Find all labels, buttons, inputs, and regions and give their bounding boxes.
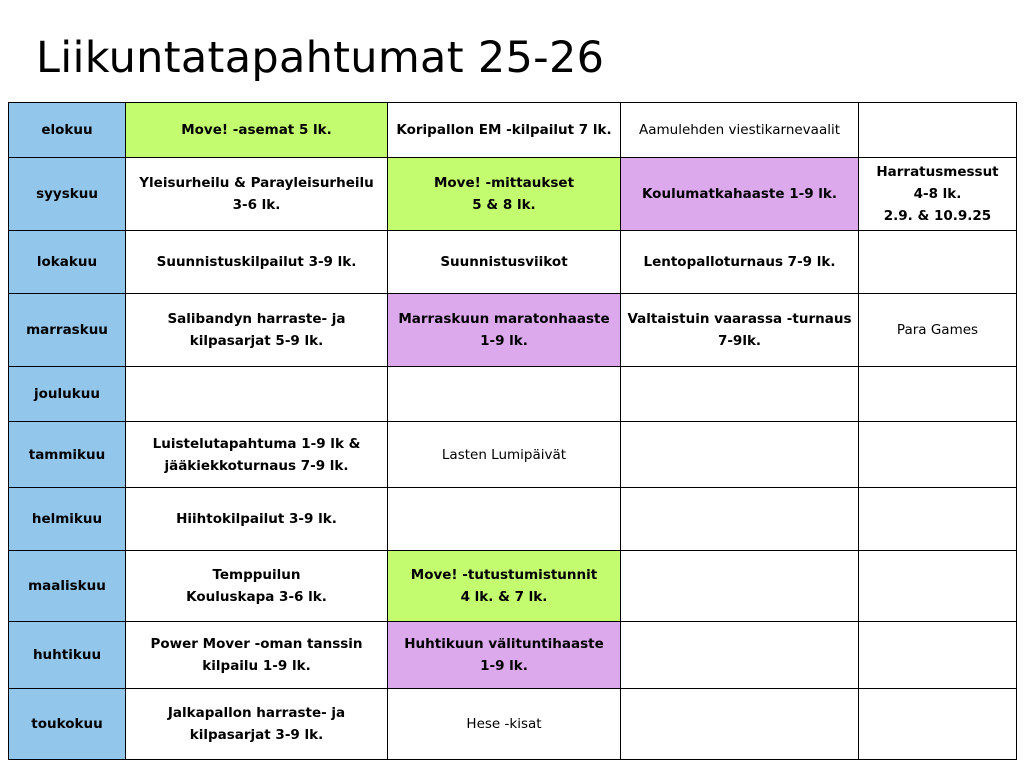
event-text: Power Mover -oman tanssin xyxy=(150,636,363,652)
empty-cell xyxy=(859,488,1017,551)
empty-cell xyxy=(621,488,859,551)
events-table-body xyxy=(9,103,1017,760)
event-text: Koripallon EM -kilpailut 7 lk. xyxy=(396,122,612,138)
empty-cell xyxy=(859,103,1017,158)
empty-cell xyxy=(859,622,1017,689)
event-cell xyxy=(621,103,859,158)
table-row xyxy=(9,294,1017,367)
event-text: Yleisurheilu & Parayleisurheilu xyxy=(139,175,374,191)
event-text: 5 & 8 lk. xyxy=(472,197,536,213)
event-cell xyxy=(388,103,621,158)
event-text: Move! -mittaukset xyxy=(433,175,575,191)
event-text: kilpasarjat 5-9 lk. xyxy=(189,333,324,349)
event-cell xyxy=(388,622,621,689)
empty-cell xyxy=(859,422,1017,488)
event-text: Hiihtokilpailut 3-9 lk. xyxy=(176,511,337,527)
event-text: Marraskuun maratonhaaste xyxy=(398,311,610,327)
month-cell: huhtikuu xyxy=(9,622,126,689)
month-cell: syyskuu xyxy=(9,158,126,231)
empty-cell xyxy=(126,367,388,422)
event-text: Valtaistuin vaarassa -turnaus xyxy=(627,311,852,327)
table-row xyxy=(9,551,1017,622)
event-text: Para Games xyxy=(896,322,979,338)
empty-cell xyxy=(859,231,1017,294)
month-cell: maaliskuu xyxy=(9,551,126,622)
event-text: Lasten Lumipäivät xyxy=(441,446,567,463)
event-text: kilpasarjat 3-9 lk. xyxy=(189,727,324,743)
event-cell xyxy=(126,622,388,689)
event-text: Luistelutapahtuma 1-9 lk & xyxy=(152,435,361,452)
page-title: Liikuntatapahtumat 25-26 xyxy=(36,33,605,83)
event-text: 3-6 lk. xyxy=(232,197,281,213)
event-text: kilpailu 1-9 lk. xyxy=(202,658,311,674)
event-cell xyxy=(388,294,621,367)
month-cell: lokakuu xyxy=(9,231,126,294)
empty-cell xyxy=(859,551,1017,622)
event-text: Huhtikuun välituntihaaste xyxy=(404,636,604,652)
month-cell: toukokuu xyxy=(9,689,126,760)
event-text: 7-9lk. xyxy=(717,333,762,349)
event-text: Jalkapallon harraste- ja xyxy=(167,705,346,721)
event-text: Suunnistusviikot xyxy=(440,254,568,270)
table-row xyxy=(9,367,1017,422)
month-cell: elokuu xyxy=(9,103,126,158)
month-cell: tammikuu xyxy=(9,422,126,488)
event-text: Koulumatkahaaste 1-9 lk. xyxy=(641,186,838,202)
event-text: Aamulehden viestikarnevaalit xyxy=(638,122,841,138)
empty-cell xyxy=(859,367,1017,422)
empty-cell xyxy=(621,622,859,689)
month-cell: joulukuu xyxy=(9,367,126,422)
event-cell xyxy=(126,422,388,488)
event-text: 2.9. & 10.9.25 xyxy=(883,208,992,224)
event-text: Temppuilun xyxy=(212,567,301,583)
month-cell: marraskuu xyxy=(9,294,126,367)
event-cell xyxy=(388,231,621,294)
event-text: Move! -tutustumistunnit xyxy=(410,567,598,583)
table-row xyxy=(9,488,1017,551)
event-cell xyxy=(388,551,621,622)
event-cell xyxy=(126,488,388,551)
event-text: Suunnistuskilpailut 3-9 lk. xyxy=(156,254,357,270)
event-text: Salibandyn harraste- ja xyxy=(167,311,346,327)
month-cell: helmikuu xyxy=(9,488,126,551)
event-cell xyxy=(621,158,859,231)
table-row xyxy=(9,422,1017,488)
event-text: 4-8 lk. xyxy=(913,186,962,202)
event-text: 1-9 lk. xyxy=(480,333,528,349)
event-cell xyxy=(621,231,859,294)
event-cell xyxy=(621,294,859,367)
empty-cell xyxy=(621,422,859,488)
event-cell xyxy=(126,103,388,158)
event-text: Lentopalloturnaus 7-9 lk. xyxy=(643,254,836,270)
table-row xyxy=(9,231,1017,294)
event-text: 1-9 lk. xyxy=(480,658,528,674)
table-row xyxy=(9,689,1017,760)
event-cell xyxy=(859,294,1017,367)
events-table xyxy=(8,102,1017,760)
event-cell xyxy=(126,689,388,760)
table-row xyxy=(9,158,1017,231)
event-text: Kouluskapa 3-6 lk. xyxy=(186,589,327,605)
empty-cell xyxy=(388,488,621,551)
event-cell xyxy=(388,422,621,488)
empty-cell xyxy=(621,689,859,760)
table-row xyxy=(9,103,1017,158)
event-cell xyxy=(126,158,388,231)
empty-cell xyxy=(621,551,859,622)
empty-cell xyxy=(388,367,621,422)
empty-cell xyxy=(621,367,859,422)
event-text: jääkiekkoturnaus 7-9 lk. xyxy=(164,457,349,474)
event-cell xyxy=(859,158,1017,231)
event-text: Harratusmessut xyxy=(876,164,999,180)
event-cell xyxy=(388,158,621,231)
empty-cell xyxy=(859,689,1017,760)
event-text: 4 lk. & 7 lk. xyxy=(460,589,548,605)
event-cell xyxy=(388,689,621,760)
event-cell xyxy=(126,231,388,294)
event-cell xyxy=(126,551,388,622)
event-cell xyxy=(126,294,388,367)
table-row xyxy=(9,622,1017,689)
event-text: Move! -asemat 5 lk. xyxy=(181,122,332,138)
event-text: Hese -kisat xyxy=(466,716,542,732)
